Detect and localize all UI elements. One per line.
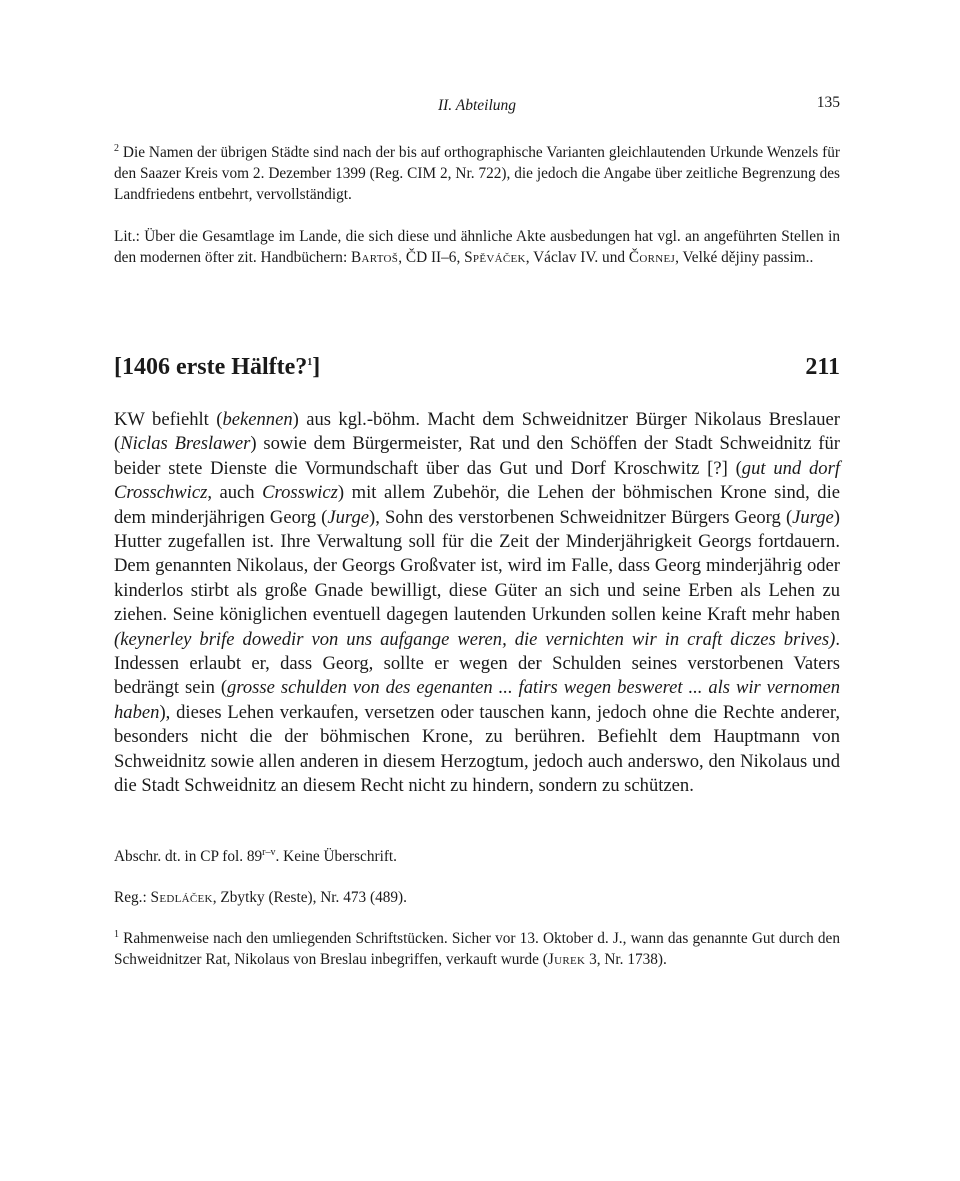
literature-text: , ČD II–6,	[398, 249, 465, 266]
reference-label: Reg.:	[114, 889, 151, 906]
author-name: Sedláček	[150, 889, 213, 906]
footnote	[114, 928, 840, 970]
body-text: KW befiehlt (	[114, 409, 223, 430]
page-number: 135	[816, 94, 840, 111]
author-name: Jurek	[547, 951, 586, 968]
source-text: . Keine Überschrift.	[275, 848, 397, 865]
quoted-term: Jurge	[792, 506, 834, 528]
footnote-text: Die Namen der übrigen Städte sind nach der bis auf orthographische Varianten gleichlautenden Urkunde Wenzels für den Saazer Kreis vom 2. Dezember 1399 (Reg. CIM 2, Nr. 722), die jedoch die Angabe über zeitliche Begrenzung des Landfriedens entbehrt, vervollständigt.	[114, 144, 840, 203]
regest-body	[114, 408, 840, 799]
entry-date	[114, 354, 320, 381]
body-text: ), Sohn des verstorbenen Schweidnitzer Bürgers Georg (	[369, 506, 793, 528]
body-text: ), dieses Lehen verkaufen, versetzen oder tauschen kann, jedoch ohne die Rechte anderer, besonders nicht die der böhmischen Krone, zu berühren. Befiehlt dem Hauptmann von Schweidnitz sowie allen anderen in diesem Herzogtum, jedoch auch anderswo, den Nikolaus und die Stadt Schweidnitz an diesem Recht nicht zu hindern, sondern zu schützen.	[114, 701, 840, 797]
entry-heading	[114, 354, 840, 388]
footnote-marker: 1	[114, 928, 119, 940]
literature-text: Lit.: Über die Gesamtlage im Lande, die sich diese und ähnliche Akte ausbedungen hat vgl. an angeführten Stellen in den modernen öfter zit. Handbüchern:	[114, 228, 840, 266]
quoted-term: (keynerley brife dowedir von uns aufgange weren, die vernichten wir in craft diczes brives)	[114, 628, 836, 650]
literature-note	[114, 226, 840, 268]
previous-footnote	[114, 142, 840, 205]
quoted-term: Jurge	[327, 506, 370, 528]
body-paragraph	[114, 408, 840, 799]
entry-number: 211	[805, 354, 840, 380]
entry-date-bracket: ]	[312, 354, 321, 380]
body-text: ) mit allem Zubehör, die Lehen der böhmischen Krone sind, die dem minderjährigen Georg (	[114, 482, 840, 528]
author-name: Čornej	[628, 249, 676, 266]
source-text: Abschr. dt. in CP fol. 89	[114, 848, 263, 865]
quoted-term: gut und dorf Crosschwicz	[114, 457, 840, 504]
running-header	[114, 94, 840, 116]
footnote-text: 3, Nr. 1738).	[585, 951, 667, 968]
author-name: Spěváček	[464, 249, 526, 266]
folio-superscript: r–v	[262, 846, 276, 858]
entry-date-text: [1406 erste Hälfte?	[114, 354, 308, 380]
quoted-term: Niclas Breslawer	[120, 433, 251, 455]
source-note	[114, 846, 840, 867]
body-text: ) Hutter zugefallen ist. Ihre Verwaltung soll für die Zeit der Minderjährigkeit Georgs fortdauern. Dem genannten Nikolaus, der Georgs Großvater ist, wird im Falle, dass Georg minderjährig oder kinderlos stirbt als große Gnade bewilligt, diese Güter an sich und seine Erben als Lehen zu ziehen. Seine königlichen eventuell dagegen lautenden Urkunden sollen keine Kraft mehr haben	[114, 506, 840, 626]
body-text: ) sowie dem Bürgermeister, Rat und den Schöffen der Stadt Schweidnitz für beider stete Dienste die Vormundschaft über das Gut und Dorf Kroschwitz [?] (	[114, 433, 840, 479]
literature-text: , Velké dějiny passim..	[675, 249, 814, 266]
footnote-marker: 2	[114, 142, 119, 154]
body-text: ) aus kgl.-böhm. Macht dem Schweidnitzer Bürger Nikolaus Breslauer (	[114, 409, 840, 455]
literature-text: , Václav IV. und	[525, 249, 629, 266]
author-name: Bartoš	[351, 249, 399, 266]
running-title: II. Abteilung	[437, 97, 517, 114]
body-text: , auch	[207, 482, 263, 504]
reference-text: , Zbytky (Reste), Nr. 473 (489).	[212, 889, 407, 906]
entry-date-footnote-marker: 1	[307, 357, 313, 368]
body-text: . Indessen erlaubt er, dass Georg, sollte er wegen der Schulden seines verstorbenen Vaters bedrängt sein (	[114, 628, 840, 699]
quoted-term: grosse schulden von des egenanten ... fatirs wegen besweret ... als wir vernomen haben	[114, 677, 840, 723]
quoted-term: Crosswicz	[262, 482, 338, 504]
regest-reference	[114, 887, 840, 908]
quoted-term: bekennen	[222, 409, 293, 430]
footnote-text: Rahmenweise nach den umliegenden Schriftstücken. Sicher vor 13. Oktober d. J., wann das genannte Gut durch den Schweidnitzer Rat, Nikolaus von Breslau inbegriffen, verkauft wurde (	[114, 930, 840, 968]
